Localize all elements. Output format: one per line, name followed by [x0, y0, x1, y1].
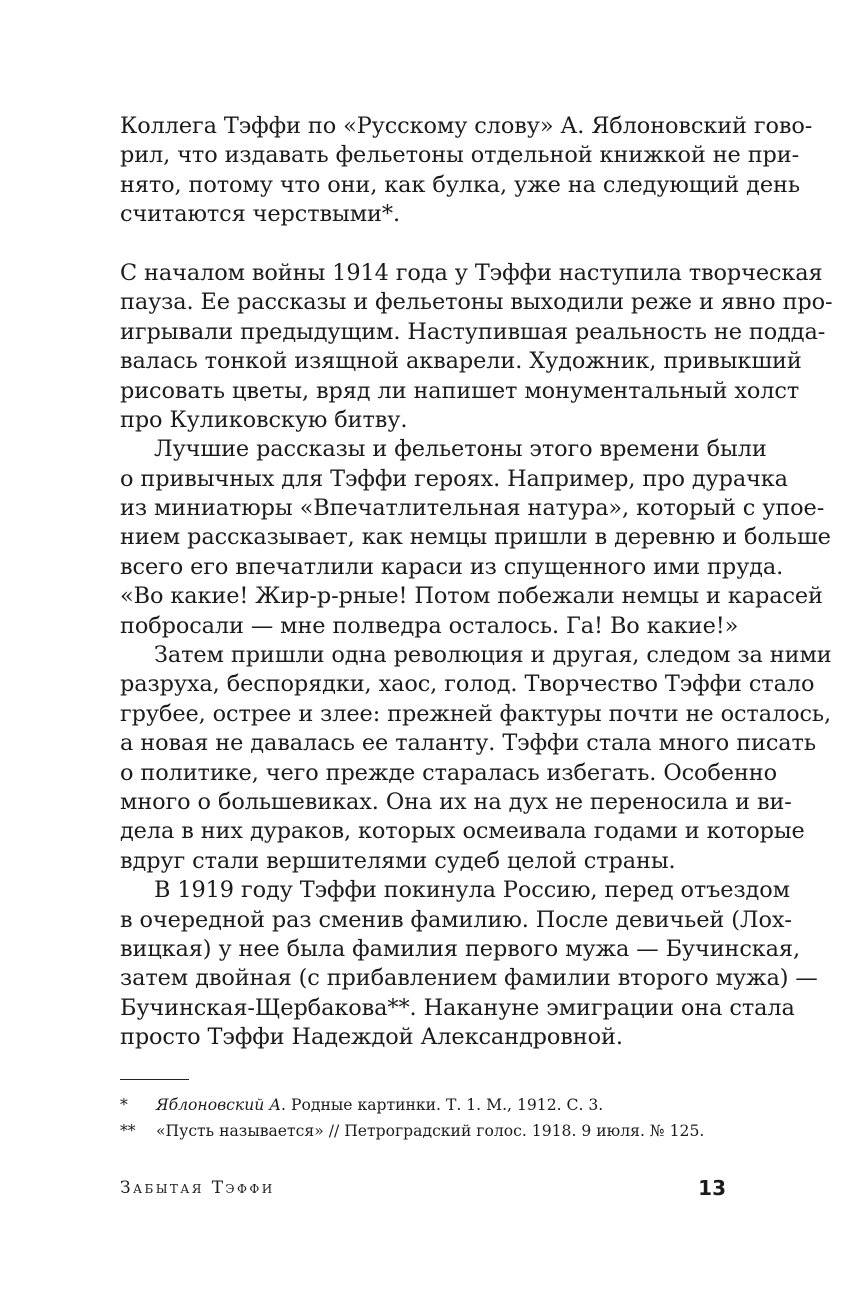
text-line: рил, что издавать фельетоны отдельной книжкой не при- [120, 142, 800, 169]
text-line: грубее, острее и злее: прежней фактуры почти не осталось, [120, 700, 832, 727]
footnote-divider [120, 1079, 189, 1080]
paragraph-2 [120, 259, 833, 435]
text-line: всего его впечатлили караси из спущенного ими пруда. [120, 553, 784, 580]
text-line: много о большевиках. Она их на дух не переносила и ви- [120, 788, 792, 815]
text-line: Затем пришли одна революция и другая, следом за ними [154, 642, 832, 669]
footnote-2 [120, 1118, 726, 1144]
text-line: просто Тэффи Надеждой Александровной. [120, 1024, 623, 1051]
main-text [120, 112, 833, 1053]
text-line: «Во какие! Жир-р-рные! Потом побежали немцы и карасей [120, 583, 823, 610]
text-line: рисовать цветы, вряд ли напишет монументальный холст [120, 377, 800, 404]
text-line: о политике, чего прежде старалась избегать. Особенно [120, 759, 777, 786]
footnote-marker: ** [120, 1122, 136, 1140]
text-line: о привычных для Тэффи героях. Например, про дурачка [120, 465, 788, 492]
text-line: игрывали предыдущим. Наступившая реальность не подда- [120, 318, 826, 345]
text-line: С началом войны 1914 года у Тэффи наступила творческая [120, 259, 823, 286]
text-line: про Куликовскую битву. [120, 406, 408, 433]
text-line: Бучинская-Щербакова**. Накануне эмиграции она стала [120, 994, 795, 1021]
footnote-text: Родные картинки. Т. 1. М., 1912. С. 3. [286, 1096, 604, 1114]
page-number: 13 [698, 1176, 726, 1200]
text-line: пауза. Ее рассказы и фельетоны выходили реже и явно про- [120, 289, 833, 316]
text-line: вицкая) у нее была фамилия первого мужа — Бучинская, [120, 935, 800, 962]
text-line: из миниатюры «Впечатлительная натура», который с упое- [120, 495, 825, 522]
text-line: Коллега Тэффи по «Русскому слову» А. Яблоновский гово- [120, 113, 813, 139]
text-line: вдруг стали вершителями судеб целой страны. [120, 847, 676, 874]
text-line: В 1919 году Тэффи покинула Россию, перед отъездом [154, 877, 790, 904]
paragraph-3 [120, 435, 831, 641]
footnotes [120, 1092, 726, 1144]
text-line: побросали — мне полведра осталось. Га! Во какие!» [120, 612, 739, 639]
paragraph-4 [120, 641, 832, 876]
text-line: считаются черствыми*. [120, 201, 400, 228]
footnote-author: Яблоновский А. [156, 1096, 287, 1114]
running-title: Забытая Тэффи [120, 1178, 275, 1198]
paragraph-5 [120, 876, 818, 1052]
footnote-marker: * [120, 1096, 128, 1114]
text-line: разруха, беспорядки, хаос, голод. Творчество Тэффи стало [120, 671, 815, 698]
section-gap [120, 230, 726, 259]
text-line: в очередной раз сменив фамилию. После девичьей (Лох- [120, 906, 792, 933]
text-line: нято, потому что они, как булка, уже на следующий день [120, 171, 800, 198]
paragraph-1 [120, 112, 813, 230]
text-line: а новая не давалась ее таланту. Тэффи стала много писать [120, 730, 816, 757]
text-line: Лучшие рассказы и фельетоны этого времени были [154, 436, 767, 463]
text-line: нием рассказывает, как немцы пришли в деревню и больше [120, 524, 831, 551]
text-line: дела в них дураков, которых осмеивала годами и которые [120, 818, 805, 845]
text-line: валась тонкой изящной акварели. Художник, привыкший [120, 348, 802, 375]
text-line: затем двойная (с прибавлением фамилии второго мужа) — [120, 965, 818, 992]
footnote-text: «Пусть называется» // Петроградский голос. 1918. 9 июля. № 125. [156, 1122, 705, 1140]
footnote-1 [120, 1092, 726, 1118]
